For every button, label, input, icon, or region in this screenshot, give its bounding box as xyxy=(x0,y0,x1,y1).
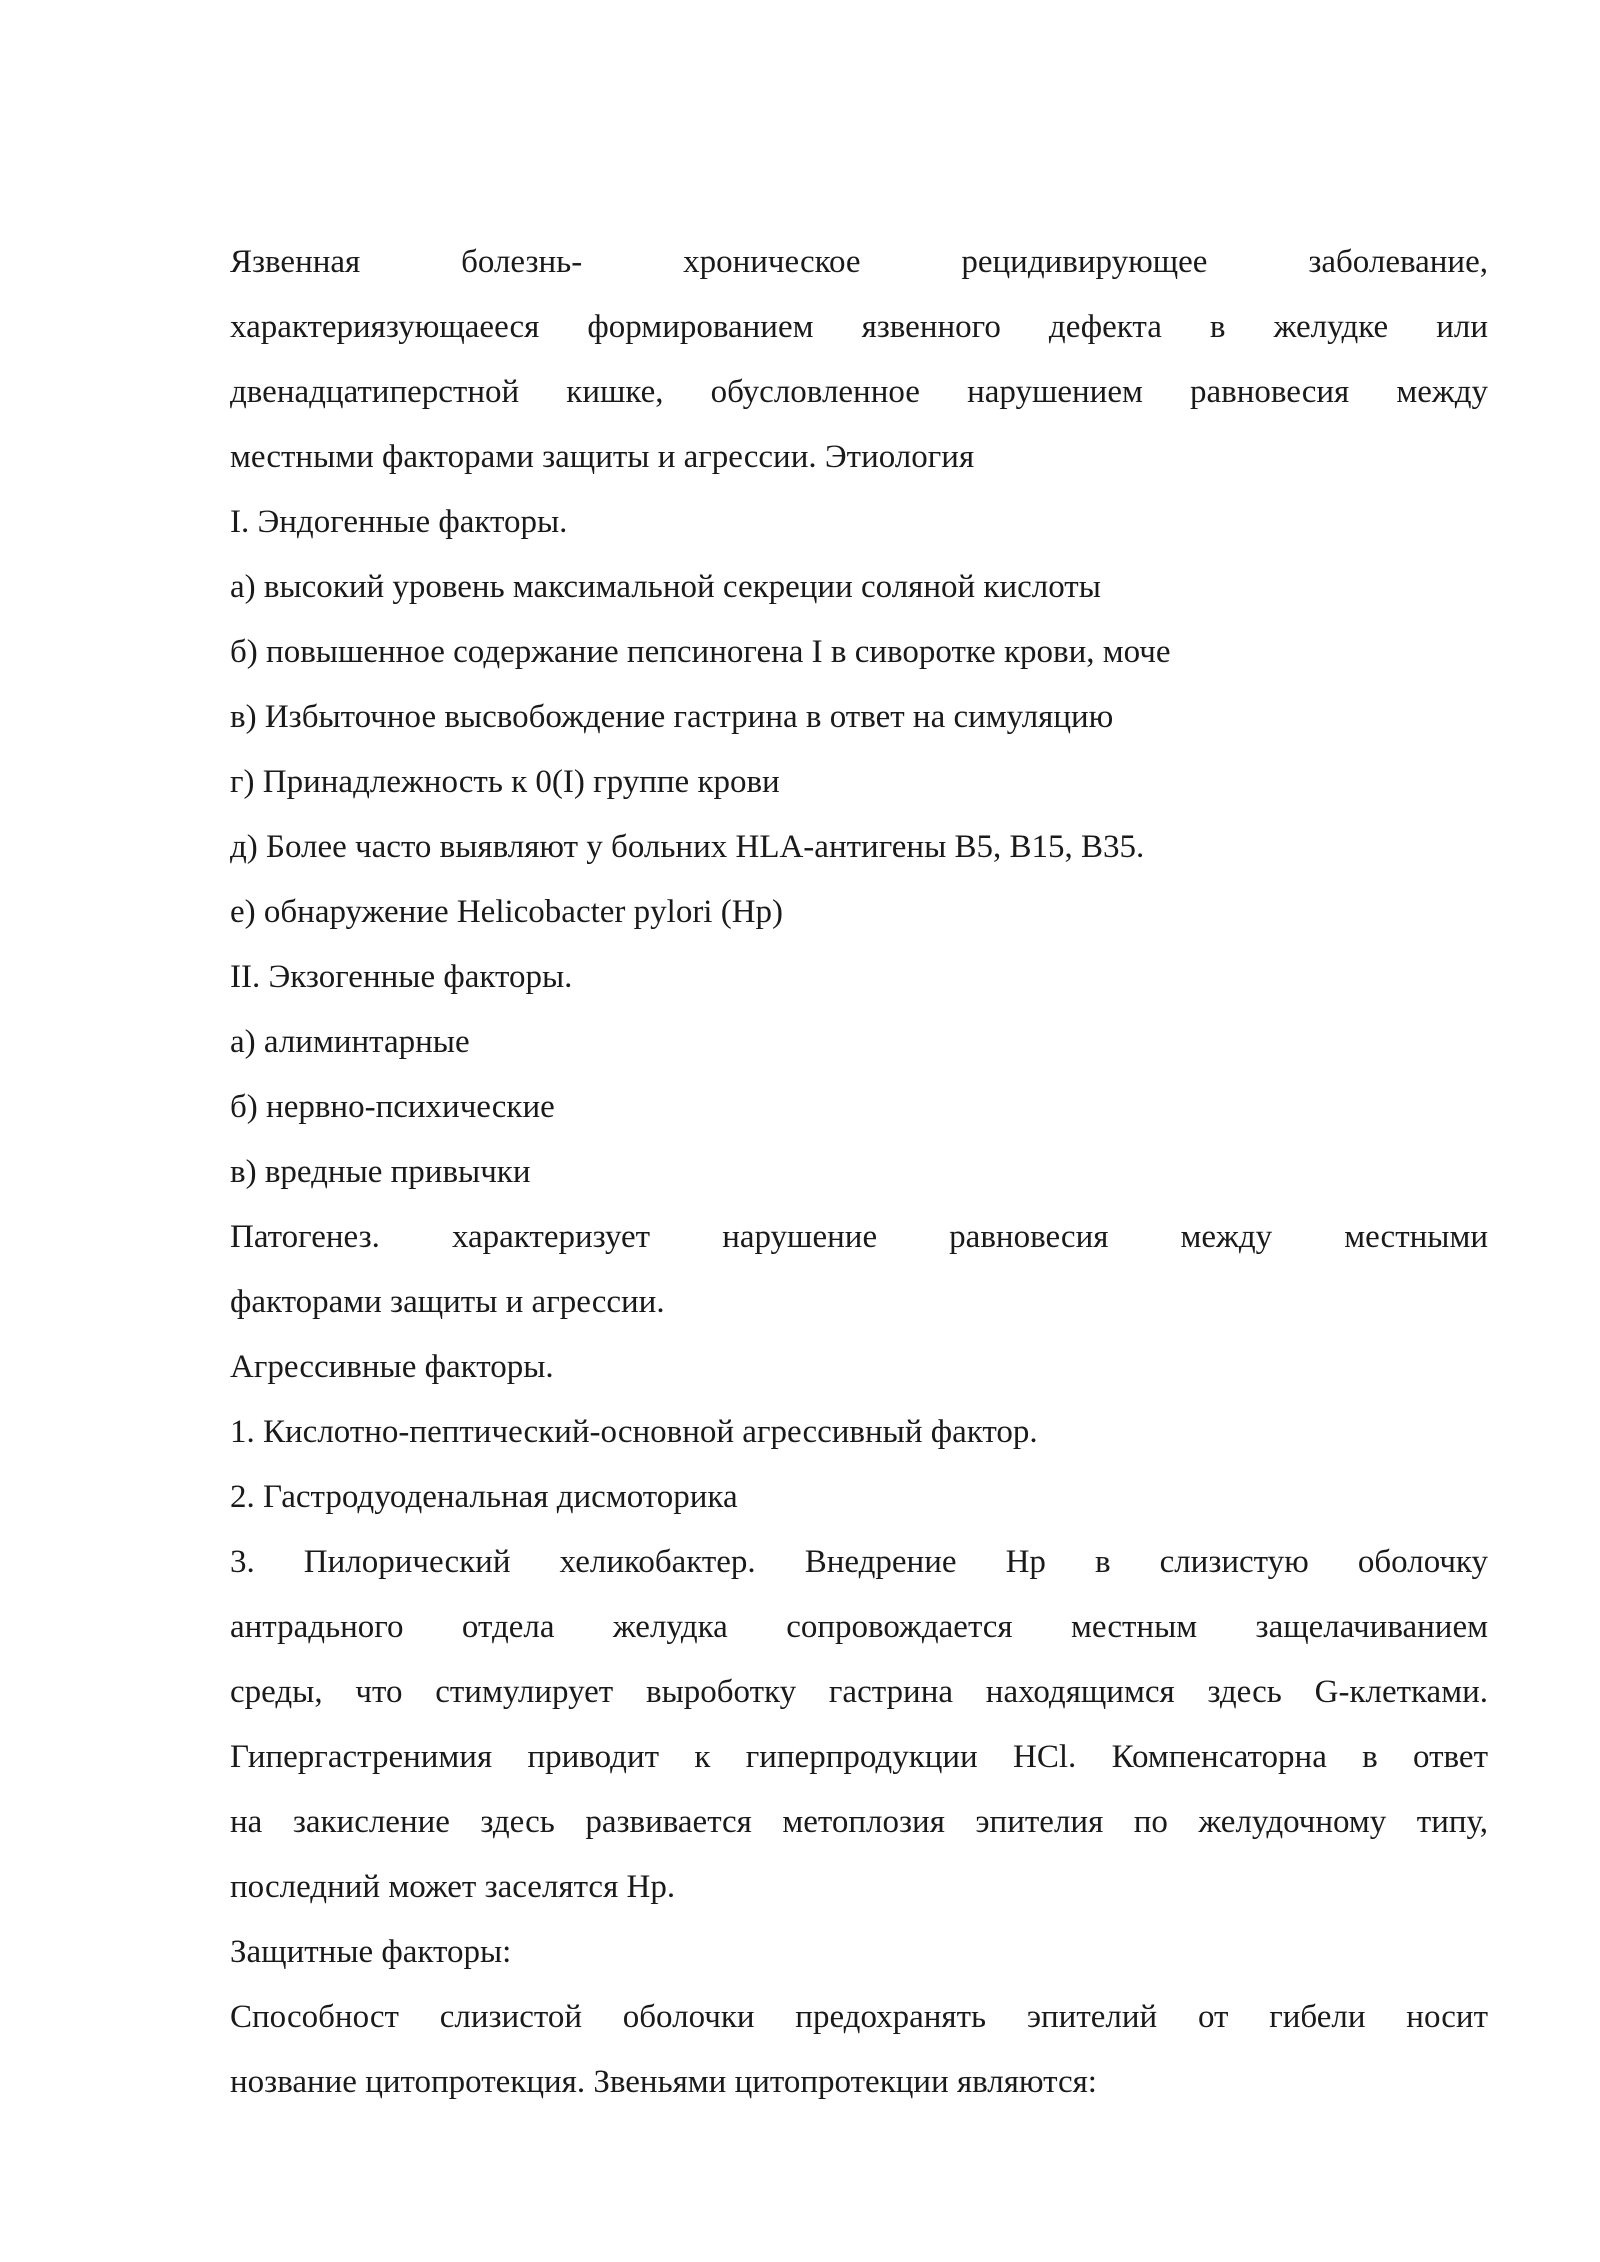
item3-line: на закисление здесь развивается метоплозия эпителия по желудочному типу, xyxy=(230,1804,1488,1840)
protective-heading: Защитные факторы: xyxy=(230,1934,512,1970)
aggressive-item: 2. Гастродуоденальная дисмоторика xyxy=(230,1479,738,1515)
item3-line: последний может заселятся Hp. xyxy=(230,1869,676,1905)
item3-line: антрадьного отдела желудка сопровождается местным защелачиванием xyxy=(230,1609,1488,1645)
endogenous-item: в) Избыточное высвобождение гастрина в ответ на симуляцию xyxy=(230,699,1114,735)
intro-line: двенадцатиперстной кишке, обусловленное нарушением равновесия между xyxy=(230,374,1488,410)
endogenous-item: д) Более часто выявляют у больних HLA-антигены В5, В15, В35. xyxy=(230,829,1145,865)
protective-line: нозвание цитопротекция. Звеньями цитопротекции являются: xyxy=(230,2064,1097,2100)
intro-line: местными факторами защиты и агрессии. Этиология xyxy=(230,439,975,475)
exogenous-item: в) вредные привычки xyxy=(230,1154,531,1190)
exogenous-heading: II. Экзогенные факторы. xyxy=(230,959,573,995)
endogenous-heading: I. Эндогенные факторы. xyxy=(230,504,568,540)
intro-line: характериязующаееся формированием язвенного дефекта в желудке или xyxy=(230,309,1488,345)
item3-line: Гипергастренимия приводит к гиперпродукции HCl. Компенсаторна в ответ xyxy=(230,1739,1488,1775)
exogenous-item: б) нервно-психические xyxy=(230,1089,555,1125)
pathogenesis-line: Патогенез. характеризует нарушение равновесия между местными xyxy=(230,1219,1488,1255)
item3-line: среды, что стимулирует выроботку гастрина находящимся здесь G-клетками. xyxy=(230,1674,1488,1710)
endogenous-item: г) Принадлежность к 0(I) группе крови xyxy=(230,764,780,800)
item3-line: 3. Пилорический хеликобактер. Внедрение Hp в слизистую оболочку xyxy=(230,1544,1488,1580)
pathogenesis-line: факторами защиты и агрессии. xyxy=(230,1284,665,1320)
document-body xyxy=(230,230,1488,2115)
aggressive-item: 1. Кислотно-пептический-основной агрессивный фактор. xyxy=(230,1414,1038,1450)
aggressive-heading: Агрессивные факторы. xyxy=(230,1349,554,1385)
endogenous-item: е) обнаружение Helicobacter pylori (Hp) xyxy=(230,894,784,930)
intro-line: Язвенная болезнь- хроническое рецидивирующее заболевание, xyxy=(230,244,1488,280)
protective-line: Способност слизистой оболочки предохранять эпителий от гибели носит xyxy=(230,1999,1488,2035)
exogenous-item: а) алиминтарные xyxy=(230,1024,470,1060)
endogenous-item: б) повышенное содержание пепсиногена I в сиворотке крови, моче xyxy=(230,634,1171,670)
endogenous-item: а) высокий уровень максимальной секреции соляной кислоты xyxy=(230,569,1101,605)
